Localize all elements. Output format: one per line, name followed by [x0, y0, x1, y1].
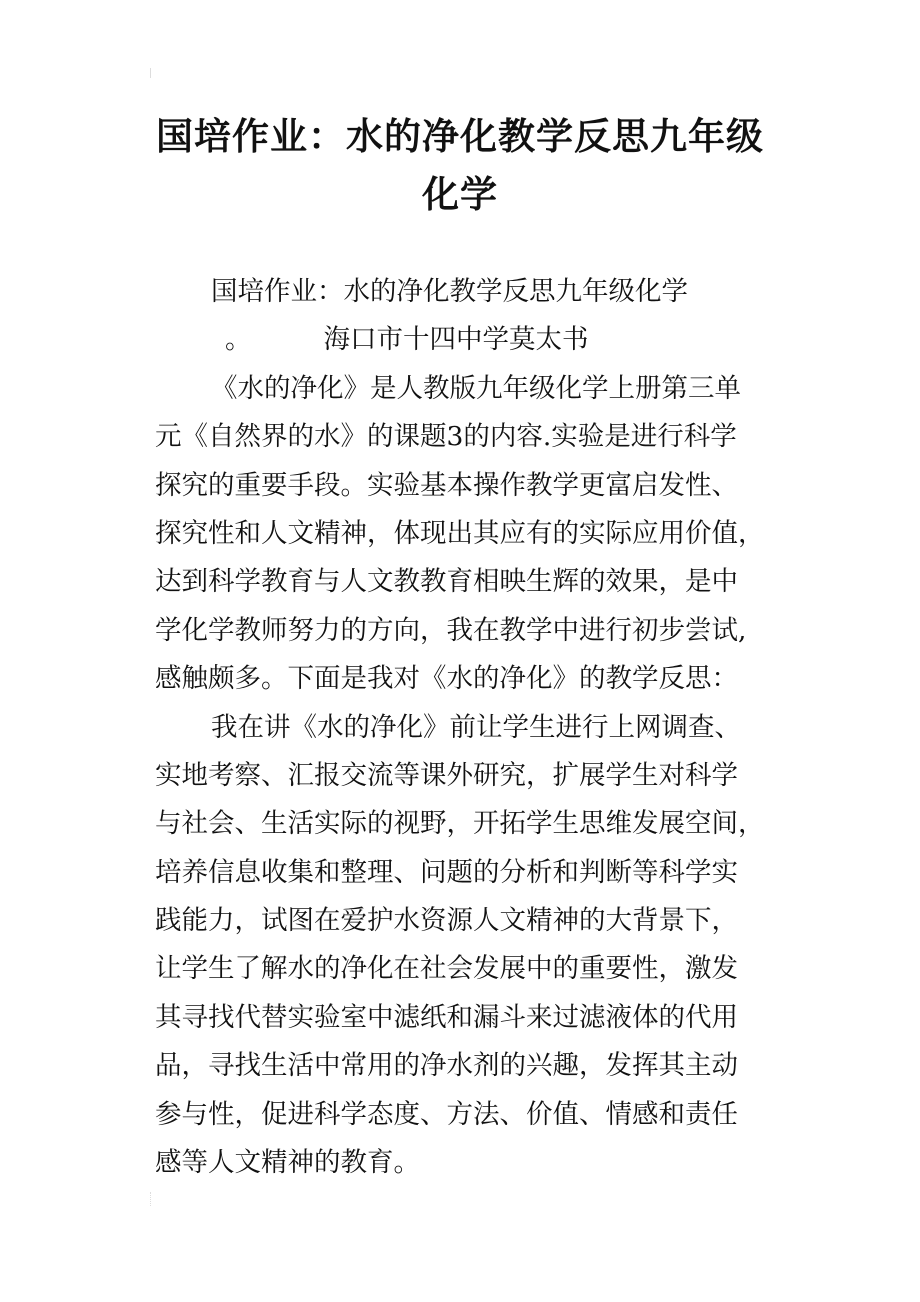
paragraph-line: 探究性和人文精神，体现出其应有的实际应用价值， [155, 517, 765, 549]
subtitle: 国培作业：水的净化教学反思九年级化学 [211, 276, 688, 307]
corner-mark-top [150, 68, 157, 78]
paragraph-line: 培养信息收集和整理、问题的分析和判断等科学实 [155, 856, 738, 888]
paragraph-1 [155, 365, 775, 704]
author-name: 海口市十四中学莫太书 [323, 324, 589, 356]
document-title [120, 108, 800, 224]
paragraph-line: 元《自然界的水》的课题3的内容.实验是进行科学 [155, 421, 737, 453]
paragraph-line: 与社会、生活实际的视野，开拓学生思维发展空间， [155, 808, 765, 840]
paragraph-2 [155, 704, 775, 1188]
paragraph-line: 探究的重要手段。实验基本操作教学更富启发性、 [155, 469, 738, 501]
corner-mark-bottom [150, 1192, 157, 1206]
author-prefix: 。 [225, 324, 252, 356]
document-body [155, 268, 775, 1187]
paragraph-line: 我在讲《水的净化》前让学生进行上网调查、 [211, 711, 741, 743]
paragraph-line: 践能力，试图在爱护水资源人文精神的大背景下， [155, 905, 738, 937]
paragraph-line: 学化学教师努力的方向，我在教学中进行初步尝试, [155, 614, 747, 646]
paragraph-line: 感触颇多。下面是我对《水的净化》的教学反思： [155, 663, 738, 695]
title-line: 国培作业：水的净化教学反思九年级 [156, 115, 764, 158]
paragraph-line: 让学生了解水的净化在社会发展中的重要性，激发 [155, 953, 738, 985]
author-line [155, 316, 775, 364]
paragraph-line: 感等人文精神的教育。 [155, 1147, 420, 1179]
paragraph-line: 达到科学教育与人文教教育相映生辉的效果，是中 [155, 566, 738, 598]
paragraph-line: 品，寻找生活中常用的净水剂的兴趣，发挥其主动 [155, 1050, 738, 1082]
paragraph-line: 《水的净化》是人教版九年级化学上册第三单 [211, 372, 741, 404]
paragraph-line: 参与性，促进科学态度、方法、价值、情感和责任 [155, 1098, 738, 1130]
paragraph-line: 实地考察、汇报交流等课外研究，扩展学生对科学 [155, 759, 738, 791]
title-line: 化学 [422, 173, 498, 216]
paragraph-line: 其寻找代替实验室中滤纸和漏斗来过滤液体的代用 [155, 1001, 738, 1033]
